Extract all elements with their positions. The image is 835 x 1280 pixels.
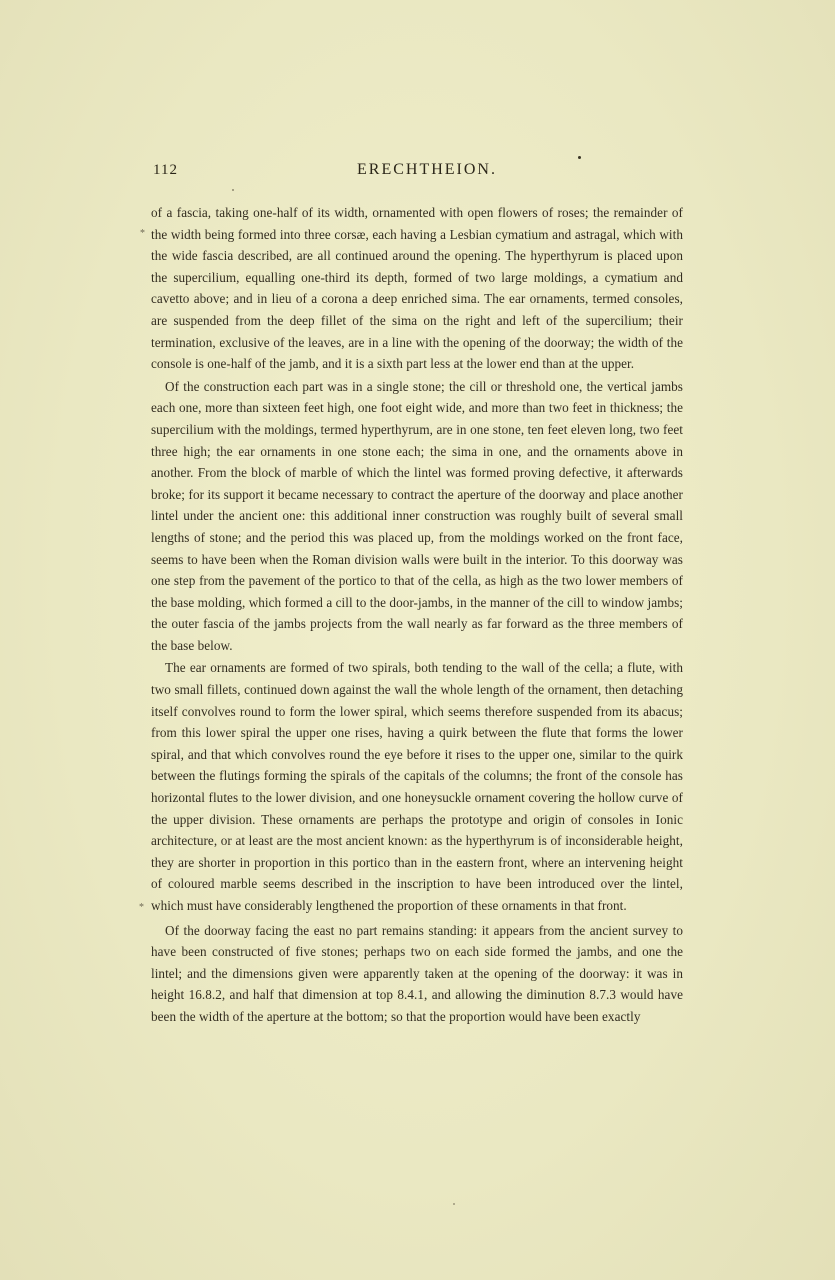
paragraph-4: Of the doorway facing the east no part remains standing: it appears from the ancient survey to have been constructed of five stones; perhaps two on each side formed the jambs, and one the lintel; and the dimensions given were apparently taken at the opening of the doorway: it was in height 16.8.2, and half that dimension at top 8.4.1, and allowing the diminution 8.7.3 would have been the width of the aperture at the bottom; so that the proportion would have been exactly	[151, 922, 683, 1024]
paragraph-1: of a fascia, taking one-half of its width, ornamented with open flowers of roses; the remainder of the width being formed into three corsæ, each having a Lesbian cymatium and astragal, which with the wide fascia described, are all continued around the opening. The hyperthyrum is placed upon the supercilium, equalling one-third its depth, formed of two large moldings, a cymatium and cavetto above; and in lieu of a corona a deep enriched sima. The ear ornaments, termed consoles, are suspended from the deep fillet of the sima on the right and left of the supercilium; their termination, exclusive of the leaves, are in a line with the opening of the doorway; the width of the console is one-half of the jamb, and it is a sixth part less at the lower end than at the upper.	[151, 205, 683, 372]
body-text	[151, 202, 683, 1028]
ink-speck	[578, 156, 581, 159]
margin-mark-lower: *	[139, 902, 144, 913]
paragraph-3: The ear ornaments are formed of two spirals, both tending to the wall of the cella; a flute, with two small fillets, continued down against the wall the whole length of the ornament, then detaching itself convolves round to form the lower spiral, which seems therefore suspended from its abacus; from this lower spiral the upper one rises, having a quirk between the flute that forms the lower spiral, and that which convolves round the eye before it rises to the upper one, similar to the quirk between the flutings forming the spirals of the capitals of the columns; the front of the console has horizontal flutes to the lower division, and one honeysuckle ornament covering the hollow curve of the upper division. These ornaments are perhaps the prototype and origin of consoles in Ionic architecture, or at least are the most ancient known: as the hyperthyrum is of inconsiderable height, they are shorter in proportion in this portico than in the eastern front, where an intervening height of coloured marble seems described in the inscription to have been introduced over the lintel, which must have considerably lengthened the proportion of these ornaments in that front.	[151, 660, 683, 913]
page-header	[150, 160, 690, 184]
margin-mark-upper: *	[140, 228, 145, 239]
paragraph-2: Of the construction each part was in a single stone; the cill or threshold one, the vertical jambs each one, more than sixteen feet high, one foot eight wide, and more than two feet in thickness; the supercilium with the moldings, termed hyperthyrum, are in one stone, ten feet eleven long, two feet three high; the ear ornaments in one stone each; the sima in one, and the ornaments above in another. From the block of marble of which the lintel was formed proving defective, it afterwards broke; for its support it became necessary to contract the aperture of the doorway and place another lintel under the ancient one: this additional inner construction was roughly built of several small lengths of stone; and the period this was placed up, from the moldings worked on the front face, seems to have been when the Roman division walls were built in the interior. To this doorway was one step from the pavement of the portico to that of the cella, as high as the two lower members of the base molding, which formed a cill to the door-jambs, in the manner of the cill to window jambs; the outer fascia of the jambs projects from the wall nearly as far forward as the three members of the base below.	[151, 378, 683, 653]
ink-speck	[453, 1203, 455, 1205]
ink-speck	[232, 189, 234, 191]
page-number: 112	[153, 162, 178, 178]
running-head: ERECHTHEION.	[357, 161, 497, 178]
